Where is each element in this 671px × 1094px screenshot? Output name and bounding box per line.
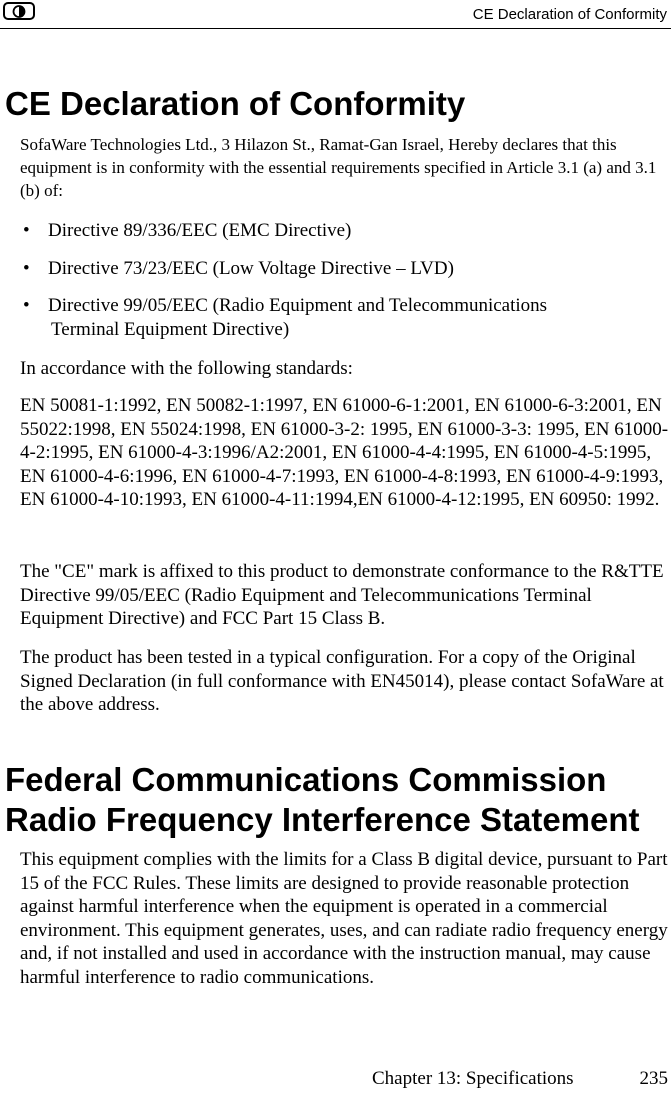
ce-mark-paragraph: The "CE" mark is affixed to this product to demonstrate conformance to the R&TTE Directive 99/05/EEC (Radio Equipment and Telecommunications Terminal Equipment Directive) and FCC Part 15 Class B.: [20, 561, 664, 629]
standards-list-paragraph: EN 50081-1:1992, EN 50082-1:1997, EN 61000-6-1:2001, EN 61000-6-3:2001, EN 55022:1998, EN 55024:1998, EN 61000-3-2: 1995, EN 61000-3-3: 1995, EN 61000-4-2:1995, EN 61000-4-3:1996/A2:2001, EN 61000-4-4:1995, EN 61000-4-5:1995, EN 61000-4-6:1996, EN 61000-4-7:1993, EN 61000-4-8:1993, EN 61000-4-9:1993, EN 61000-4-10:1993, EN 61000-4-11:1994,EN 61000-4-12:1995, EN 60950: 1992.: [20, 395, 669, 510]
standards-label: In accordance with the following standards:: [20, 358, 353, 379]
bullet-icon: •: [23, 295, 30, 316]
bullet-icon: •: [23, 220, 30, 241]
page-header: [0, 0, 671, 30]
list-item: [20, 294, 670, 341]
fcc-heading-line-2: Radio Frequency Interference Statement: [5, 801, 640, 838]
list-item: [20, 257, 670, 281]
fcc-heading: [5, 760, 671, 840]
fcc-heading-line-1: Federal Communications Commission: [5, 761, 607, 798]
page-number: 235: [639, 1068, 668, 1089]
directive-list: [20, 219, 670, 355]
ce-heading: CE Declaration of Conformity: [5, 85, 466, 122]
header-divider: [0, 28, 671, 29]
ce-intro-paragraph: SofaWare Technologies Ltd., 3 Hilazon St., Ramat-Gan Israel, Hereby declares that this equipment is in conformity with the essential requirements specified in Article 3.1 (a) and 3.1 (b) of:: [20, 135, 657, 200]
footer-chapter: Chapter 13: Specifications: [372, 1068, 574, 1089]
directive-text: Directive 99/05/EEC (Radio Equipment and Telecommunications: [48, 295, 548, 316]
tested-paragraph: The product has been tested in a typical configuration. For a copy of the Original Signed Declaration (in full conformance with EN45014), please contact SofaWare at the above address.: [20, 647, 664, 715]
sofaware-logo-icon: [3, 2, 35, 20]
directive-text: Directive 89/336/EEC (EMC Directive): [48, 220, 352, 241]
list-item: [20, 219, 670, 243]
header-title: CE Declaration of Conformity: [472, 6, 667, 23]
fcc-statement-paragraph: This equipment complies with the limits for a Class B digital device, pursuant to Part 15 of the FCC Rules. These limits are designed to provide reasonable protection against harmful interference when the equipment is operated in a commercial environment. This equipment generates, uses, and can radiate radio frequency energy and, if not installed and used in accordance with the instruction manual, may cause harmful interference to radio communications.: [20, 849, 668, 988]
directive-text: Directive 73/23/EEC (Low Voltage Directive – LVD): [48, 257, 454, 279]
directive-text-continued: Terminal Equipment Directive): [51, 318, 290, 340]
bullet-icon: •: [23, 257, 30, 279]
